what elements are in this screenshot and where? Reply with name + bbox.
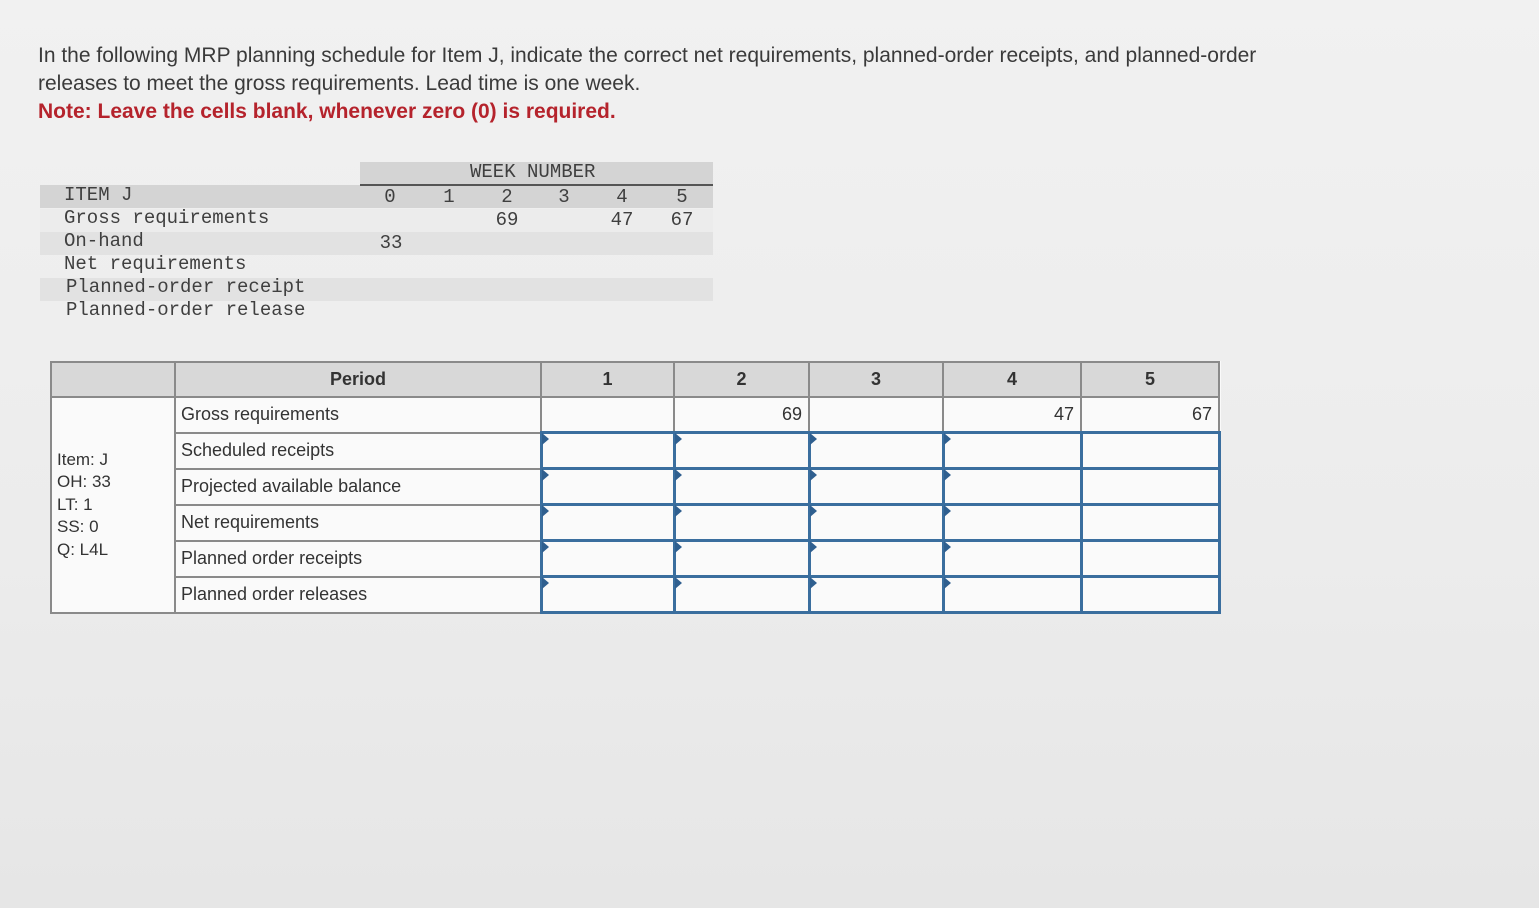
question-note: Note: Leave the cells blank, whenever zero (0) is required. — [38, 100, 616, 123]
corner-header — [51, 362, 175, 397]
cell-marker-icon — [944, 505, 951, 517]
cell-marker-icon — [675, 505, 682, 517]
planned-order-receipts-p1-input[interactable] — [543, 542, 673, 575]
projected-balance-p1-input[interactable] — [543, 470, 673, 503]
planned-order-releases-label: Planned order releases — [175, 577, 541, 613]
row-label-gross: Gross requirements — [64, 207, 270, 229]
projected-balance-p4[interactable] — [943, 469, 1081, 505]
mrp-grid — [50, 361, 1221, 614]
net-requirements-p2-input[interactable] — [676, 506, 808, 539]
cell-marker-icon — [810, 541, 817, 553]
scheduled-receipts-p5-input[interactable] — [1083, 434, 1218, 467]
gross-requirements-label: Gross requirements — [175, 397, 541, 433]
planned-order-releases-p3-input[interactable] — [811, 578, 942, 611]
gross-requirements-p1 — [541, 397, 674, 433]
item-info-q: Q: L4L — [57, 539, 109, 559]
cell-marker-icon — [542, 469, 549, 481]
item-info-item: Item: J — [57, 449, 109, 469]
planned-order-receipts-p4[interactable] — [943, 541, 1081, 577]
scheduled-receipts-p1[interactable] — [541, 433, 674, 469]
week-number-label: WEEK NUMBER — [470, 161, 596, 183]
gross-week-4: 47 — [610, 209, 634, 231]
planned-order-receipts-label: Planned order receipts — [175, 541, 541, 577]
planned-order-releases-p2[interactable] — [674, 577, 809, 613]
planned-order-releases-p4-input[interactable] — [945, 578, 1080, 611]
projected-balance-p3[interactable] — [809, 469, 943, 505]
projected-balance-p5-input[interactable] — [1083, 470, 1218, 503]
planned-order-releases-p3[interactable] — [809, 577, 943, 613]
projected-balance-p2[interactable] — [674, 469, 809, 505]
item-info-oh: OH: 33 — [57, 472, 111, 491]
period-2-header: 2 — [674, 362, 809, 397]
projected-balance-p4-input[interactable] — [945, 470, 1080, 503]
planned-order-receipts-p1[interactable] — [541, 541, 674, 577]
cell-marker-icon — [675, 469, 682, 481]
question-text — [38, 42, 1458, 126]
week-3: 3 — [558, 186, 570, 208]
cell-marker-icon — [944, 469, 951, 481]
cell-marker-icon — [675, 541, 682, 553]
week-5: 5 — [676, 186, 688, 208]
period-5-header: 5 — [1081, 362, 1219, 397]
gross-requirements-p3 — [809, 397, 943, 433]
item-info-lt: LT: 1 — [57, 494, 93, 514]
planned-order-releases-p4[interactable] — [943, 577, 1081, 613]
cell-marker-icon — [944, 433, 951, 445]
cell-marker-icon — [675, 577, 682, 589]
row-label-porel: Planned-order release — [66, 299, 306, 321]
cell-marker-icon — [810, 577, 817, 589]
projected-balance-p5[interactable] — [1081, 469, 1219, 505]
scheduled-receipts-p4[interactable] — [943, 433, 1081, 469]
projected-balance-p3-input[interactable] — [811, 470, 942, 503]
cell-marker-icon — [542, 433, 549, 445]
question-line-1: In the following MRP planning schedule for Item J, indicate the correct net requirements, planned-order receipts, and planned-order — [38, 44, 1257, 67]
planned-order-receipts-p2-input[interactable] — [676, 542, 808, 575]
question-line-2: releases to meet the gross requirements. Lead time is one week. — [38, 72, 641, 95]
cell-marker-icon — [810, 505, 817, 517]
net-requirements-p3-input[interactable] — [811, 506, 942, 539]
gross-requirements-p4: 47 — [943, 397, 1081, 433]
row-label-net: Net requirements — [64, 253, 247, 275]
planned-order-releases-p1-input[interactable] — [543, 578, 673, 611]
cell-marker-icon — [944, 577, 951, 589]
planned-order-receipts-p5[interactable] — [1081, 541, 1219, 577]
gross-requirements-p5: 67 — [1081, 397, 1219, 433]
planned-order-releases-p5[interactable] — [1081, 577, 1219, 613]
scheduled-receipts-p2-input[interactable] — [676, 434, 808, 467]
cell-marker-icon — [542, 541, 549, 553]
period-1-header: 1 — [541, 362, 674, 397]
cell-marker-icon — [810, 433, 817, 445]
week-4: 4 — [616, 186, 628, 208]
planned-order-releases-p1[interactable] — [541, 577, 674, 613]
net-requirements-p4-input[interactable] — [945, 506, 1080, 539]
cell-marker-icon — [542, 505, 549, 517]
projected-balance-p2-input[interactable] — [676, 470, 808, 503]
net-requirements-p5-input[interactable] — [1083, 506, 1218, 539]
cell-marker-icon — [810, 469, 817, 481]
item-label: ITEM J — [64, 184, 133, 206]
week-underline — [360, 184, 713, 186]
period-header: Period — [175, 362, 541, 397]
scheduled-receipts-p5[interactable] — [1081, 433, 1219, 469]
week-1: 1 — [443, 186, 455, 208]
projected-balance-p1[interactable] — [541, 469, 674, 505]
scheduled-receipts-p3-input[interactable] — [811, 434, 942, 467]
net-requirements-label: Net requirements — [175, 505, 541, 541]
week-2: 2 — [501, 186, 513, 208]
cell-marker-icon — [675, 433, 682, 445]
planned-order-receipts-p3-input[interactable] — [811, 542, 942, 575]
planned-order-receipts-p2[interactable] — [674, 541, 809, 577]
item-info-ss: SS: 0 — [57, 517, 99, 536]
net-requirements-p4[interactable] — [943, 505, 1081, 541]
gross-week-5: 67 — [670, 209, 694, 231]
period-4-header: 4 — [943, 362, 1081, 397]
planned-order-releases-p5-input[interactable] — [1083, 578, 1218, 611]
scheduled-receipts-p1-input[interactable] — [543, 434, 673, 467]
scheduled-receipts-p4-input[interactable] — [945, 434, 1080, 467]
scheduled-receipts-label: Scheduled receipts — [175, 433, 541, 469]
week-0: 0 — [384, 186, 396, 208]
gross-requirements-p2: 69 — [674, 397, 809, 433]
gross-week-2: 69 — [495, 209, 519, 231]
onhand-week-0: 33 — [379, 232, 403, 254]
net-requirements-p1-input[interactable] — [543, 506, 673, 539]
planned-order-receipts-p4-input[interactable] — [945, 542, 1080, 575]
net-requirements-p2[interactable] — [674, 505, 809, 541]
problem-table — [40, 160, 713, 328]
cell-marker-icon — [944, 541, 951, 553]
cell-marker-icon — [542, 577, 549, 589]
planned-order-receipts-p5-input[interactable] — [1083, 542, 1218, 575]
scheduled-receipts-p3[interactable] — [809, 433, 943, 469]
row-label-por: Planned-order receipt — [66, 276, 306, 298]
planned-order-receipts-p3[interactable] — [809, 541, 943, 577]
row-label-onhand: On-hand — [64, 230, 144, 252]
net-requirements-p3[interactable] — [809, 505, 943, 541]
item-info — [51, 397, 175, 613]
planned-order-releases-p2-input[interactable] — [676, 578, 808, 611]
period-3-header: 3 — [809, 362, 943, 397]
projected-balance-label: Projected available balance — [175, 469, 541, 505]
net-requirements-p1[interactable] — [541, 505, 674, 541]
scheduled-receipts-p2[interactable] — [674, 433, 809, 469]
net-requirements-p5[interactable] — [1081, 505, 1219, 541]
